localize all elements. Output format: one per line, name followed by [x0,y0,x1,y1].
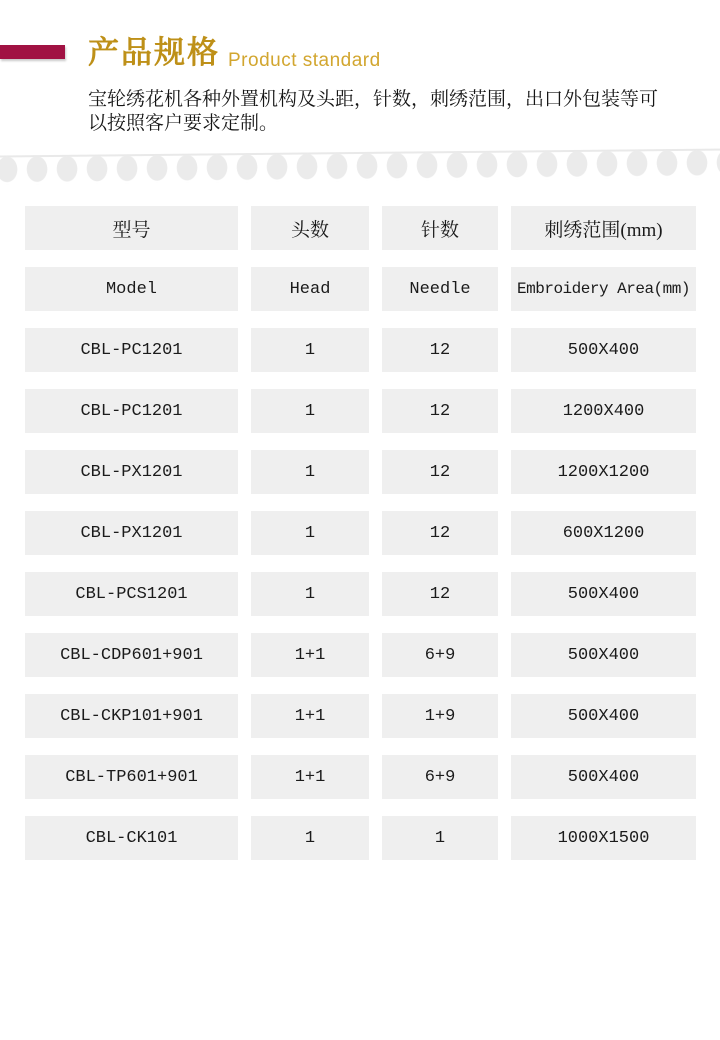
table-cell-r3-c0: CBL-PX1201 [25,511,238,555]
table-cell-r5-c1: 1+1 [251,633,369,677]
table-cell-r8-c3: 1000X1500 [511,816,696,860]
table-cell-r8-c1: 1 [251,816,369,860]
table-cell-r7-c3: 500X400 [511,755,696,799]
page-subtitle: Product standard [228,50,381,71]
table-cell-r0-c2: 12 [382,328,498,372]
table-cell-r0-c1: 1 [251,328,369,372]
accent-bar [0,45,65,59]
table-cell-r4-c3: 500X400 [511,572,696,616]
table-cell-r8-c0: CBL-CK101 [25,816,238,860]
table-cell-r2-c1: 1 [251,450,369,494]
table-cell-r1-c2: 12 [382,389,498,433]
table-header-zh-col0: 型号 [25,206,238,250]
page-title: 产品规格 [88,35,220,71]
table-cell-r6-c1: 1+1 [251,694,369,738]
table-header-en-col2: Needle [382,267,498,311]
table-cell-r5-c3: 500X400 [511,633,696,677]
table-cell-r8-c2: 1 [382,816,498,860]
table-cell-r6-c3: 500X400 [511,694,696,738]
table-cell-r1-c1: 1 [251,389,369,433]
table-cell-r2-c2: 12 [382,450,498,494]
table-cell-r4-c2: 12 [382,572,498,616]
table-cell-r6-c2: 1+9 [382,694,498,738]
section-description: 宝轮绣花机各种外置机构及头距，针数，刺绣范围，出口外包装等可以按照客户要求定制。 [88,89,659,134]
table-cell-r2-c3: 1200X1200 [511,450,696,494]
table-cell-r0-c3: 500X400 [511,328,696,372]
table-cell-r4-c0: CBL-PCS1201 [25,572,238,616]
table-cell-r5-c0: CBL-CDP601+901 [25,633,238,677]
table-header-zh-col3: 刺绣范围(mm) [511,206,696,250]
table-header-en-col3: Embroidery Area(mm) [511,267,696,311]
table-header-zh-col2: 针数 [382,206,498,250]
spec-table [25,206,696,860]
table-cell-r0-c0: CBL-PC1201 [25,328,238,372]
table-cell-r3-c2: 12 [382,511,498,555]
table-cell-r3-c1: 1 [251,511,369,555]
table-header-en-col1: Head [251,267,369,311]
table-cell-r6-c0: CBL-CKP101+901 [25,694,238,738]
garland-divider [0,139,720,188]
table-cell-r7-c1: 1+1 [251,755,369,799]
table-header-en-col0: Model [25,267,238,311]
table-cell-r3-c3: 600X1200 [511,511,696,555]
table-cell-r5-c2: 6+9 [382,633,498,677]
table-cell-r1-c0: CBL-PC1201 [25,389,238,433]
table-cell-r2-c0: CBL-PX1201 [25,450,238,494]
table-cell-r1-c3: 1200X400 [511,389,696,433]
garland-dots [0,149,720,184]
table-header-zh-col1: 头数 [251,206,369,250]
table-cell-r7-c2: 6+9 [382,755,498,799]
table-cell-r4-c1: 1 [251,572,369,616]
table-cell-r7-c0: CBL-TP601+901 [25,755,238,799]
